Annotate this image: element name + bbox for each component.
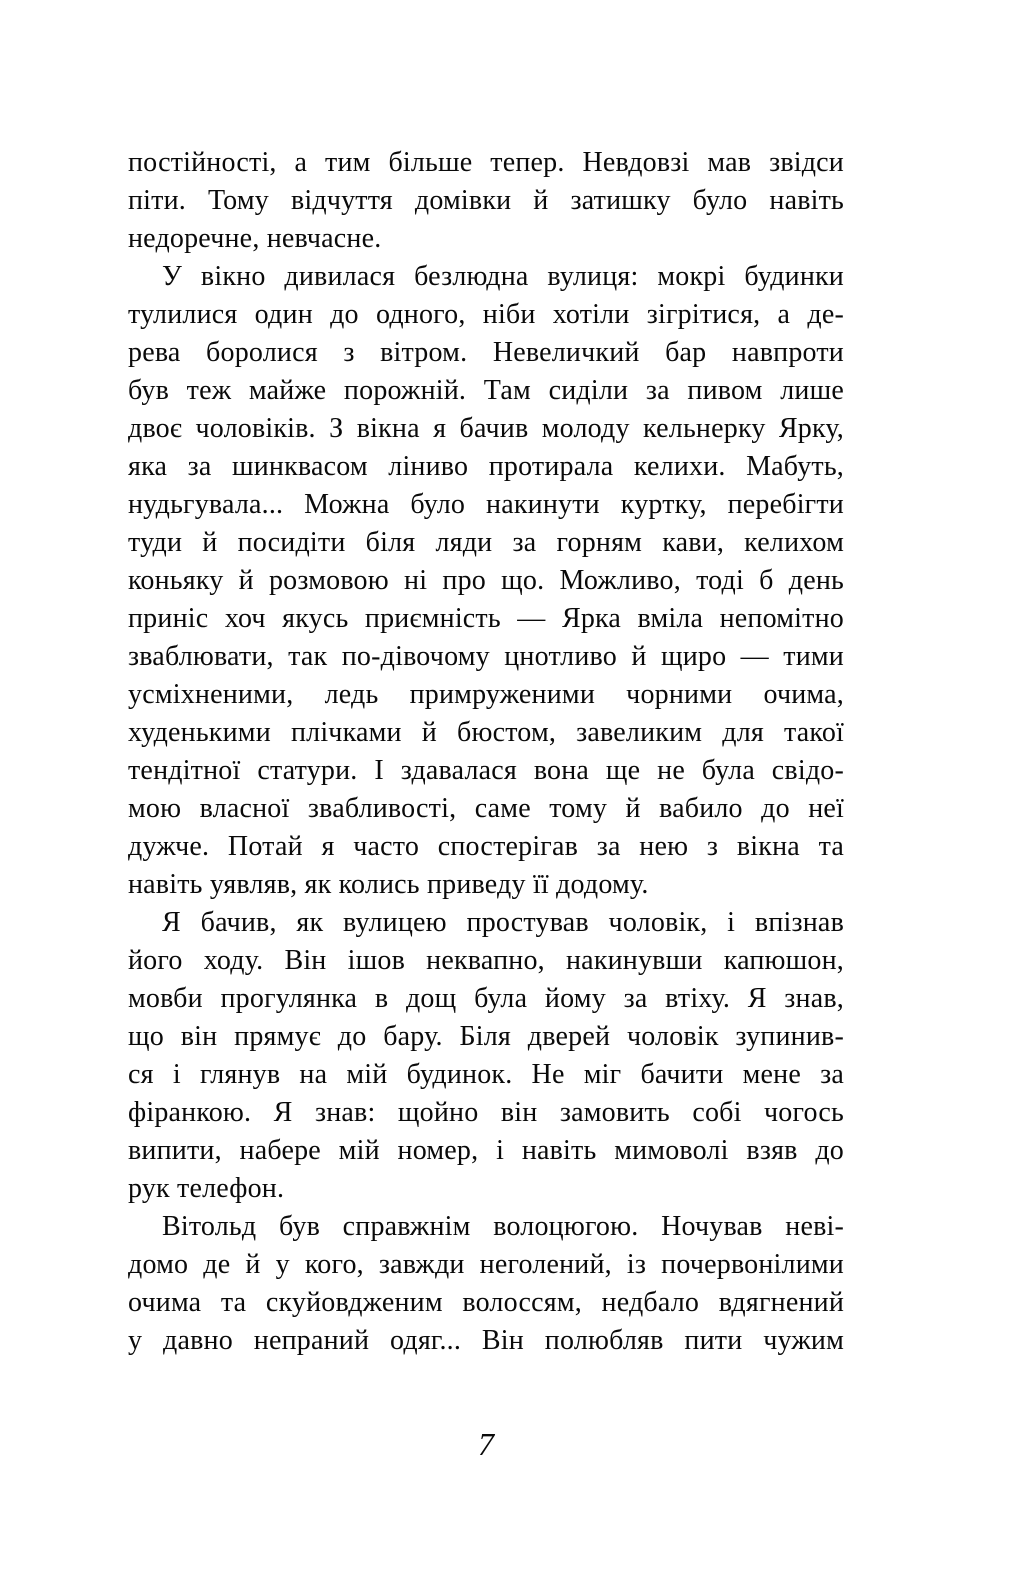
text-line: Вітольд був справжнім волоцюгою. Ночував неві- [162, 1211, 844, 1242]
text-line: рева боролися з вітром. Невеличкий бар навпроти [128, 337, 844, 368]
text-line: навіть уявляв, як колись приведу її додому. [128, 869, 649, 900]
paragraph [128, 144, 844, 258]
text-line: домо де й у кого, завжди неголений, із почервонілими [128, 1249, 844, 1280]
text-line: випити, набере мій номер, і навіть мимоволі взяв до [128, 1135, 844, 1166]
page-number: 7 [478, 1426, 494, 1462]
text-line: недоречне, невчасне. [128, 223, 382, 254]
text-line: двоє чоловіків. З вікна я бачив молоду кельнерку Ярку, [128, 413, 844, 444]
text-line: усміхненими, ледь примруженими чорними очима, [128, 679, 844, 710]
text-line: приніс хоч якусь приємність — Ярка вміла непомітно [128, 603, 844, 634]
text-line: У вікно дивилася безлюдна вулиця: мокрі будинки [162, 261, 844, 292]
paragraph [128, 904, 844, 1208]
text-block [128, 144, 844, 1360]
paragraph [128, 1208, 844, 1360]
paragraph [128, 258, 844, 904]
text-line: худенькими плічками й бюстом, завеликим для такої [128, 717, 844, 748]
text-line: очима та скуйовдженим волоссям, недбало вдягнений [128, 1287, 844, 1318]
text-line: коньяку й розмовою ні про що. Можливо, тоді б день [128, 565, 844, 596]
text-line: фіранкою. Я знав: щойно він замовить собі чогось [128, 1097, 844, 1128]
text-line: тулилися один до одного, ніби хотіли зігрітися, а де- [128, 299, 844, 330]
text-line: рук телефон. [128, 1173, 285, 1204]
text-line: був теж майже порожній. Там сиділи за пивом лише [128, 375, 844, 406]
text-line: Я бачив, як вулицею простував чоловік, і впізнав [162, 907, 844, 938]
text-line: мою власної звабливості, саме тому й вабило до неї [128, 793, 844, 824]
text-line: туди й посидіти біля ляди за горням кави, келихом [128, 527, 844, 558]
text-line: у давно непраний одяг... Він полюбляв пити чужим [128, 1325, 844, 1356]
text-line: піти. Тому відчуття домівки й затишку було навіть [128, 185, 844, 216]
text-line: дужче. Потай я часто спостерігав за нею з вікна та [128, 831, 844, 862]
text-line: нудьгувала... Можна було накинути куртку, перебігти [128, 489, 844, 520]
text-line: зваблювати, так по-дівочому цнотливо й щиро — тими [128, 641, 844, 672]
text-line: його ходу. Він ішов неквапно, накинувши капюшон, [128, 945, 844, 976]
text-line: яка за шинквасом ліниво протирала келихи. Мабуть, [128, 451, 844, 482]
text-line: що він прямує до бару. Біля дверей чоловік зупинив- [128, 1021, 844, 1052]
text-line: ся і глянув на мій будинок. Не міг бачити мене за [128, 1059, 844, 1090]
text-line: тендітної статури. І здавалася вона ще не була свідо- [128, 755, 844, 786]
text-line: постійності, а тим більше тепер. Невдовзі мав звідси [128, 147, 844, 178]
text-line: мовби прогулянка в дощ була йому за втіху. Я знав, [128, 983, 844, 1014]
